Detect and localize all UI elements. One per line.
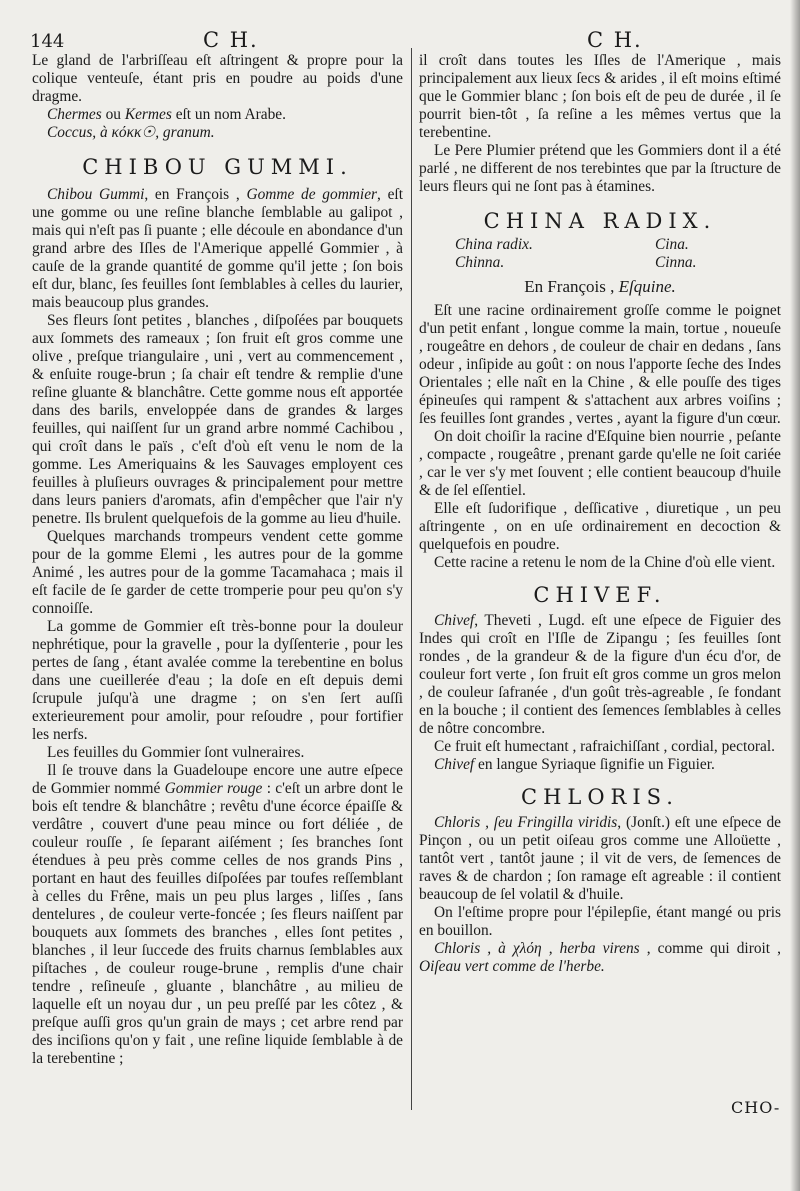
paragraph: Chivef en langue Syriaque ſignifie un Figuier. (434, 756, 715, 773)
paragraph: Ce fruit eſt humectant , rafraichiſſant , cordial, pectoral. (434, 738, 776, 755)
paragraph: Elle eſt ſudorifique , deſſicative , diuretique , un peu aſtringente , on en uſe ordinairement en decoction & quelquefois en poudre. (419, 500, 781, 553)
synonym: Cina. (655, 236, 689, 253)
term: Eſquine. (618, 277, 676, 296)
catchword: CHO- (731, 1098, 781, 1117)
paragraph: Le Pere Plumier prétend que les Gommiers dont il a été parlé , ne different de nos terebintes que par la ſtructure de leurs fleurs qui ne ſont pas à étamines. (419, 142, 781, 195)
term: Chloris , ſeu Fringilla viridis (434, 814, 618, 831)
running-head-right: C H. (587, 28, 643, 52)
entry-heading: CHINA RADIX. (483, 209, 717, 233)
term: Chibou Gummi (47, 186, 145, 203)
paragraph: Ses fleurs ſont petites , blanches , diſpoſées par bouquets aux ſommets des rameaux ; ſon fruit eſt gros comme une olive , preſque triangulaire , uni , vert au commencement , & enſuite rouge-brun ; ſa chair eſt tendre & remplie d'une reſine gluante & blanchâtre. Cette gomme nous eſt apportée dans des barils, enveloppée dans de grandes & larges feuilles, qui naiſſent ſur un grand arbre nommé Cachibou , qui croît dans le païs , c'eſt d'où eſt venu le nom de la gomme. Les Ameriquains & les Sauvages employent ces feuilles à pluſieurs ouvrages & principalement pour mettre dans leurs paniers d'aromats, afin d'empêcher que l'air n'y penetre. Ils brulent quelquefois de la gomme au lieu d'huile. (32, 312, 403, 527)
paragraph: Quelques marchands trompeurs vendent cette gomme pour de la gomme Elemi , les autres pour de la gomme Animé , les autres pour de la gomme Tacamahaca ; mais il eſt facile de ſe garder de cette tromperie pour peu qu'on s'y connoiſſe. (32, 528, 403, 617)
page-number: 144 (30, 31, 65, 52)
term: Kermes (124, 106, 172, 123)
paragraph: Le gland de l'arbriſſeau eſt aſtringent & propre pour la colique venteuſe, étant pris en poudre au poids d'une dragme. (32, 52, 403, 105)
paragraph: Chivef, Theveti , Lugd. eſt une eſpece de Figuier des Indes qui croît en l'Iſle de Zipangu ; ſes feuilles ſont rondes , de la grandeur & de la figure d'un écu d'or, de couleur fort verte , ſon fruit eſt gros comme un gros melon , de couleur ſafranée , d'un goût très-agreable , ſe fondant en la bouche ; il contient des ſemences ſemblables à celles de nôtre concombre. (419, 612, 781, 737)
term: Gomme de gommier (246, 186, 378, 203)
running-head-left: C H. (203, 28, 259, 52)
paragraph: On doit choiſir la racine d'Eſquine bien nourrie , peſante , compacte , rougeâtre , prenant garde qu'elle ne ſoit cariée , car le ver s'y met ſouvent ; elle contient beaucoup d'huile & de ſel eſſentiel. (419, 428, 781, 499)
paragraph: Chloris , ſeu Fringilla viridis, (Jonſt.) eſt une eſpece de Pinçon , ou un petit oiſeau gros comme une Alloüette , tantôt vert , tantôt jaune ; il vit de vers, de ſemences de raves & de chardon ; ſon ramage eſt agreable : il contient beaucoup de ſel volatil & d'huile. (419, 814, 781, 903)
term: Chivef (434, 756, 475, 773)
column-rule (411, 48, 412, 1110)
french-name: En François , Eſquine. (524, 277, 676, 296)
paragraph: Les feuilles du Gommier ſont vulneraires. (47, 744, 305, 761)
synonym: China radix. (455, 236, 533, 253)
term: Chloris , à χλόη , herba virens (434, 940, 640, 957)
paragraph: Chibou Gummi, en François , Gomme de gommier, eſt une gomme ou une reſine blanche ſemblable au galipot , mais qui n'eſt pas ſi puante ; elle découle en abondance d'un grand arbre des Iſles de l'Amerique appellé Gommier , à cauſe de la grande quantité de gomme qu'il jette ; ſon bois eſt dur, blanc, ſes feuilles ſont ſemblables à celles du laurier, mais beaucoup plus grandes. (32, 186, 403, 311)
left-column (32, 52, 403, 1068)
etymology: Coccus, à κόκκ☉, granum. (47, 124, 215, 141)
right-column (419, 52, 781, 976)
paragraph: Chloris , à χλόη , herba virens , comme qui diroit , Oiſeau vert comme de l'herbe. (419, 940, 781, 975)
paragraph: Il ſe trouve dans la Guadeloupe encore une autre eſpece de Gommier nommé Gommier rouge : c'eſt un arbre dont le bois eſt tendre & blanchâtre ; revêtu d'une écorce épaiſſe & verdâtre , couvert d'une peau mince ou fort déliée , de couleur rouſſe , ſe ſeparant aiſément ; ſes branches ſont étendues à peu près comme celles de nos grands Pins , portant en haut des feuilles diſpoſées par toufes reſſemblant à celles du Frêne, mais un peu plus larges , liſſes , ſans dentelures , de couleur verte-foncée ; ſes fleurs naiſſent par bouquets aux ſommets des branches , elles ſont petites , blanches , il leur ſuccede des fruits charnus ſemblables aux piſtaches , de couleur rouge-brune , remplis d'une chair tendre , reſineuſe , gluante , blanchâtre , au milieu de laquelle eſt un noyau dur , un peu preſſé par les côtez , & preſque auſſi gros qu'un grain de mays ; cet arbre rend par des inciſions qu'on y fait , une reſine liquide ſemblable à de la terebentine ; (32, 762, 403, 1067)
page-edge-shadow (790, 0, 800, 1191)
term: Chivef (434, 612, 475, 629)
paragraph: il croît dans toutes les Iſles de l'Amerique , mais principalement aux lieux ſecs & arides , il eſt moins eſtimé que le Gommier blanc ; ſon bois eſt de peu de durée , il ſe pourrit bien-tôt , ſa reſine a les mêmes vertus que la terebentine. (419, 52, 781, 141)
synonym-list (455, 236, 781, 272)
paragraph: Cette racine a retenu le nom de la Chine d'où elle vient. (434, 554, 776, 571)
term: Chermes (47, 106, 102, 123)
synonym: Cinna. (655, 254, 697, 271)
term: Oiſeau vert comme de l'herbe. (419, 958, 605, 975)
paragraph: On l'eſtime propre pour l'épilepſie, étant mangé ou pris en bouillon. (419, 904, 781, 939)
paragraph: Chermes ou Kermes eſt un nom Arabe. (47, 106, 286, 123)
paragraph: La gomme de Gommier eſt très-bonne pour la douleur nephrétique, pour la gravelle , pour la dyſſenterie , pour les pertes de ſang , étant avalée comme la terebentine en bolus dans une cueillerée d'eau ; la doſe en eſt depuis demi ſcrupule juſqu'à une dragme ; on s'en ſert auſſi exterieurement pour amolir, pour reſoudre , pour fortifier les nerfs. (32, 618, 403, 743)
term: Gommier rouge (164, 780, 263, 797)
entry-heading: CHLORIS. (521, 785, 679, 809)
synonym: Chinna. (455, 254, 505, 271)
paragraph: Eſt une racine ordinairement groſſe comme le poignet d'un petit enfant , longue comme la main, tortue , noueuſe , rougeâtre en dehors , de couleur de chair en dedans , ſans odeur , inſipide au goût : on nous l'apporte ſeche des Indes Orientales ; elle naît en la Chine , & elle pouſſe des tiges épineuſes qui rampent & s'attachent aux arbres voiſins ; ſes feuilles ſont grandes , vertes , ayant la figure d'un cœur. (419, 302, 781, 427)
entry-heading: CHIVEF. (533, 583, 667, 607)
entry-heading: CHIBOU GUMMI. (82, 155, 353, 179)
